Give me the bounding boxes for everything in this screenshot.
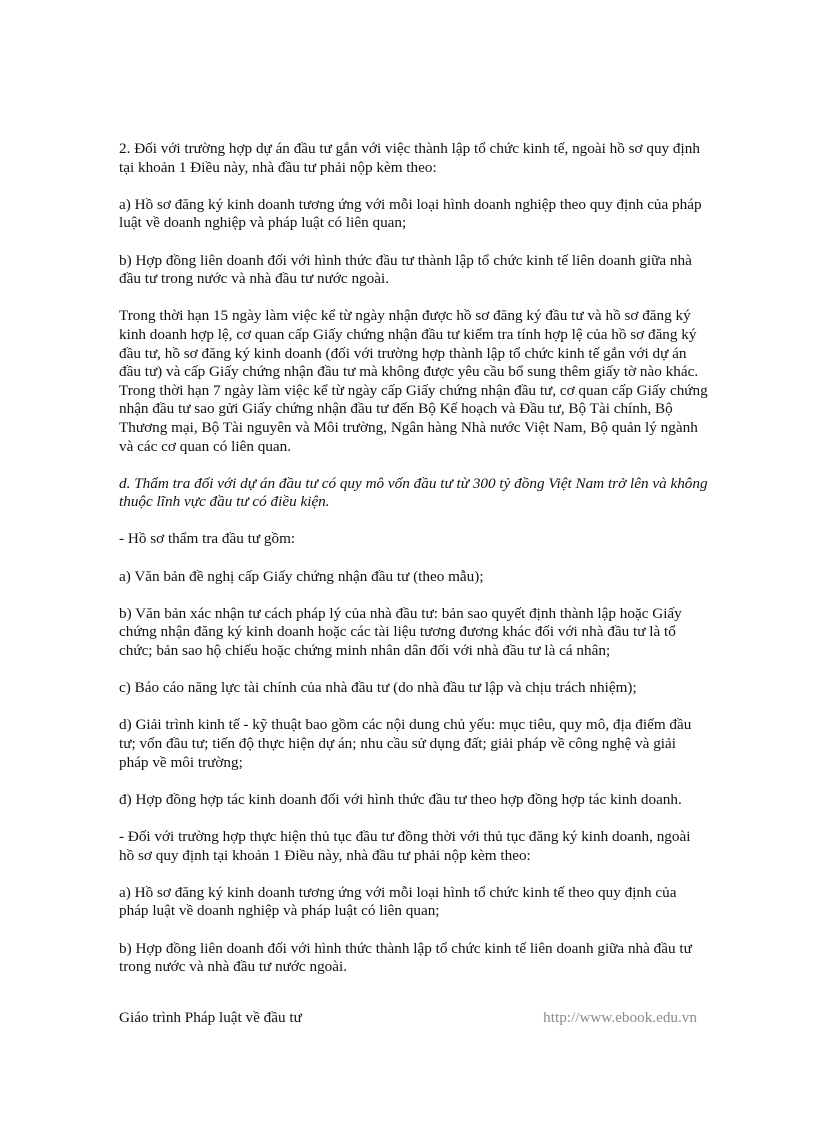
paragraph-item-c-financial-report: c) Báo cáo năng lực tài chính của nhà đầu tư (do nhà đầu tư lập và chịu trách nhiệm); [119,679,637,697]
paragraph-item-b-joint-venture-contract: b) Hợp đồng liên doanh đối với hình thức thành lập tổ chức kinh tế liên doanh giữa nhà đầu tư trong nước và nhà đầu tư nước ngoài. [119,939,692,976]
paragraph-concurrent-procedure: - Đối với trường hợp thực hiện thủ tục đầu tư đồng thời với thủ tục đăng ký kinh doanh, ngoài hồ sơ quy định tại khoản 1 Điều này, nhà đầu tư phải nộp kèm theo: [119,827,691,864]
paragraph-item-dd-bcc-contract: đ) Hợp đồng hợp tác kinh doanh đối với hình thức đầu tư theo hợp đồng hợp tác kinh doanh. [119,790,682,808]
paragraph-item-b-joint-venture: b) Hợp đồng liên doanh đối với hình thức đầu tư thành lập tổ chức kinh tế liên doanh giữa nhà đầu tư trong nước và nhà đầu tư nước ngoài. [119,251,692,288]
paragraph-dossier-intro: - Hồ sơ thẩm tra đầu tư gồm: [119,530,296,548]
paragraph-item-b-legal-status: b) Văn bản xác nhận tư cách pháp lý của nhà đầu tư: bản sao quyết định thành lập hoặc Giấy chứng nhận đăng ký kinh doanh hoặc các tài liệu tương đương khác đối với nhà đầu tư là tổ chức; bản sao hộ chiếu hoặc chứng minh nhân dân đối với nhà đầu tư là cá nhân; [119,604,682,660]
paragraph-item-a-business-registration: a) Hồ sơ đăng ký kinh doanh tương ứng với mỗi loại hình doanh nghiệp theo quy định của pháp luật về doanh nghiệp và pháp luật có liên quan; [119,195,702,232]
paragraph-item-d-economic-technical: d) Giải trình kinh tế - kỹ thuật bao gồm các nội dung chủ yếu: mục tiêu, quy mô, địa điểm đầu tư; vốn đầu tư; tiến độ thực hiện dự án; nhu cầu sử dụng đất; giải pháp về công nghệ và giải pháp về môi trường; [119,716,692,771]
footer-book-title: Giáo trình Pháp luật về đầu tư [119,1009,302,1026]
paragraph-item-a-registration-dossier: a) Hồ sơ đăng ký kinh doanh tương ứng với mỗi loại hình tổ chức kinh tế theo quy định của pháp luật về doanh nghiệp và pháp luật có liên quan; [119,883,677,920]
footer-url-link[interactable]: http://www.ebook.edu.vn [543,1009,697,1026]
paragraph-processing-deadline: Trong thời hạn 15 ngày làm việc kể từ ngày nhận được hồ sơ đăng ký đầu tư và hồ sơ đăng ký kinh doanh hợp lệ, cơ quan cấp Giấy chứng nhận đầu tư kiểm tra tính hợp lệ của hồ sơ đăng ký đầu tư, hồ sơ đăng ký kinh doanh (đối với trường hợp thành lập tổ chức kinh tế gắn với dự án đầu tư) và cấp Giấy chứng nhận đầu tư mà không được yêu cầu bổ sung thêm giấy tờ nào khác. Trong thời hạn 7 ngày làm việc kể từ ngày cấp Giấy chứng nhận đầu tư, cơ quan cấp Giấy chứng nhận đầu tư sao gửi Giấy chứng nhận đầu tư đến Bộ Kế hoạch và Đầu tư, Bộ Tài chính, Bộ Thương mại, Bộ Tài nguyên và Môi trường, Ngân hàng Nhà nước Việt Nam, Bộ quản lý ngành và các cơ quan có liên quan. [119,307,708,455]
paragraph-section-2-intro: 2. Đối với trường hợp dự án đầu tư gắn với việc thành lập tổ chức kinh tế, ngoài hồ sơ quy định tại khoản 1 Điều này, nhà đầu tư phải nộp kèm theo: [119,140,700,176]
paragraph-item-a-request-letter: a) Văn bản đề nghị cấp Giấy chứng nhận đầu tư (theo mẫu); [119,567,484,585]
section-heading-d: d. Thẩm tra đối với dự án đầu tư có quy mô vốn đầu tư từ 300 tỷ đồng Việt Nam trở lên và không thuộc lĩnh vực đầu tư có điều kiện. [119,474,708,511]
document-body [119,140,709,995]
